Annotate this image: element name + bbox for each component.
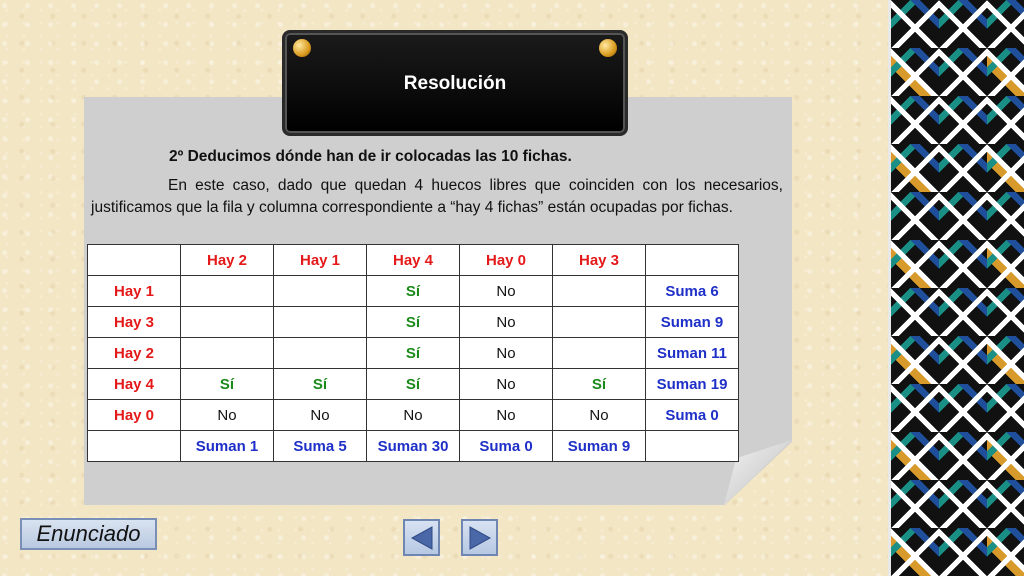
- step-subtitle: 2º Deducimos dónde han de ir colocadas las 10 fichas.: [169, 148, 572, 165]
- table-header-cell: Hay 0: [460, 245, 553, 276]
- table-cell: Sí: [367, 307, 460, 338]
- table-cell: [646, 245, 739, 276]
- table-cell: [553, 276, 646, 307]
- page-title: Resolución: [403, 73, 507, 94]
- table-row: [88, 307, 739, 338]
- table-header-cell: Hay 2: [181, 245, 274, 276]
- table-cell: Sí: [367, 369, 460, 400]
- row-label: Hay 0: [88, 400, 181, 431]
- table-cell: [88, 245, 181, 276]
- row-sum: Suman 9: [646, 307, 739, 338]
- table-cell: No: [553, 400, 646, 431]
- previous-slide-button[interactable]: [403, 519, 440, 556]
- row-label: Hay 1: [88, 276, 181, 307]
- table-header-cell: Hay 3: [553, 245, 646, 276]
- triangle-left-icon: [408, 524, 436, 552]
- table-cell: Sí: [274, 369, 367, 400]
- table-cell: [181, 338, 274, 369]
- column-sum: Suman 9: [553, 431, 646, 462]
- row-label: Hay 3: [88, 307, 181, 338]
- table-row: [88, 338, 739, 369]
- row-label: Hay 4: [88, 369, 181, 400]
- table-cell: [88, 431, 181, 462]
- title-plaque: [282, 30, 628, 136]
- table-cell: No: [460, 369, 553, 400]
- table-cell: No: [274, 400, 367, 431]
- decorative-mosaic: [888, 0, 1024, 576]
- table-row: [88, 400, 739, 431]
- column-sum: Suman 30: [367, 431, 460, 462]
- column-sum: Suman 1: [181, 431, 274, 462]
- row-sum: Suma 6: [646, 276, 739, 307]
- table-cell: No: [367, 400, 460, 431]
- pin-icon: [293, 39, 311, 57]
- table-cell: [553, 338, 646, 369]
- table-cell: [274, 338, 367, 369]
- table-cell: No: [460, 400, 553, 431]
- enunciado-button[interactable]: Enunciado: [20, 518, 157, 550]
- table-row: [88, 369, 739, 400]
- table-totals-row: [88, 431, 739, 462]
- deduction-table: [87, 244, 739, 462]
- row-label: Hay 2: [88, 338, 181, 369]
- table-cell: [181, 307, 274, 338]
- column-sum: Suma 0: [460, 431, 553, 462]
- table-cell: No: [181, 400, 274, 431]
- next-slide-button[interactable]: [461, 519, 498, 556]
- table-header-row: [88, 245, 739, 276]
- table-cell: Sí: [553, 369, 646, 400]
- explanation-paragraph: En este caso, dado que quedan 4 huecos libres que coinciden con los necesarios, justificamos que la fila y columna correspondiente a “hay 4 fichas” están ocupadas por fichas.: [91, 177, 783, 216]
- table-cell: [553, 307, 646, 338]
- pin-icon: [599, 39, 617, 57]
- table-cell: [646, 431, 739, 462]
- table-header-cell: Hay 4: [367, 245, 460, 276]
- table-cell: [181, 276, 274, 307]
- table-header-cell: Hay 1: [274, 245, 367, 276]
- table-cell: [274, 276, 367, 307]
- table-cell: Sí: [367, 338, 460, 369]
- table-cell: No: [460, 307, 553, 338]
- row-sum: Suman 19: [646, 369, 739, 400]
- table-cell: Sí: [181, 369, 274, 400]
- table-cell: [274, 307, 367, 338]
- triangle-right-icon: [466, 524, 494, 552]
- table-cell: No: [460, 338, 553, 369]
- table-cell: No: [460, 276, 553, 307]
- table-cell: Sí: [367, 276, 460, 307]
- table-row: [88, 276, 739, 307]
- column-sum: Suma 5: [274, 431, 367, 462]
- row-sum: Suman 11: [646, 338, 739, 369]
- row-sum: Suma 0: [646, 400, 739, 431]
